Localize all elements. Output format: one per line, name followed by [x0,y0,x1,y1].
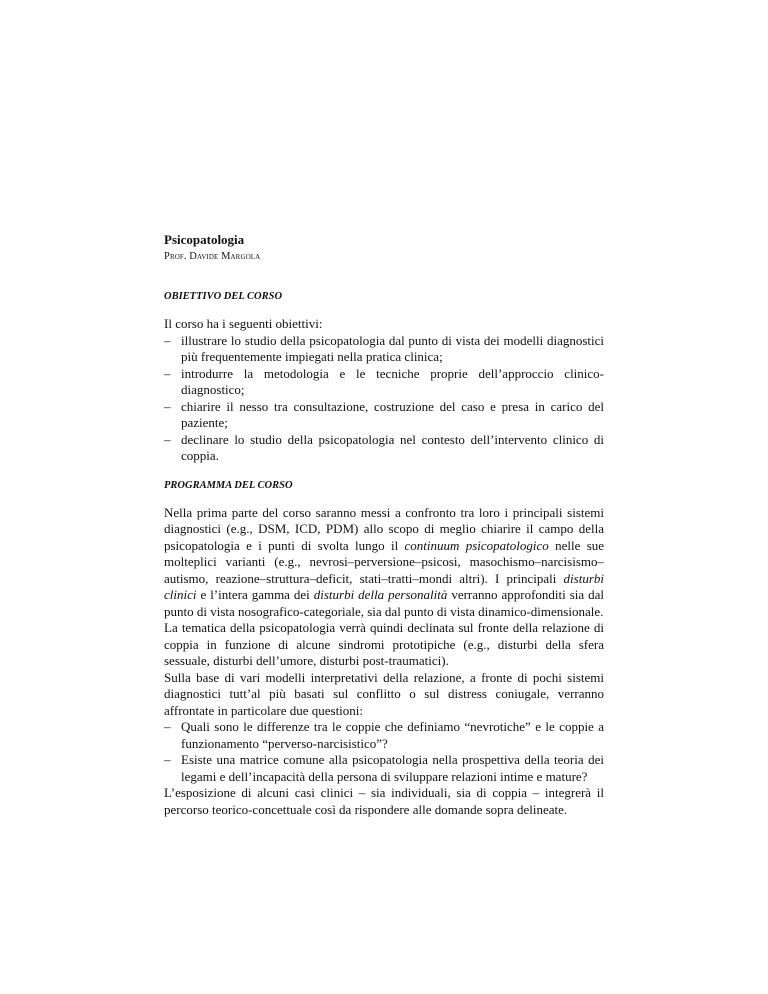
list-item: – Esiste una matrice comune alla psicopatologia nella prospettiva della teoria dei legami e dell’incapacità della persona di sviluppare relazioni intime e mature? [164,752,604,785]
program-paragraph-1: Nella prima parte del corso saranno messi a confronto tra loro i principali sistemi diagnostici (e.g., DSM, ICD, PDM) allo scopo di meglio chiarire il campo della psicopatologia e i punti di svolta lungo il continuum psicopatologico nelle sue molteplici varianti (e.g., nevrosi–perversione–psicosi, masochismo–narcisismo–autismo, reazione–struttura–deficit, stati–tratti–mondi altri). I principali disturbi clinici e l’intera gamma dei disturbi della personalità verranno approfonditi sia dal punto di vista nosografico-categoriale, sia dal punto di vista dinamico-dimensionale. [164,504,605,619]
list-item: – declinare lo studio della psicopatologia nel contesto dell’intervento clinico di coppia. [164,432,604,465]
list-item: – illustrare lo studio della psicopatologia dal punto di vista dei modelli diagnostici più frequentemente impiegati nella pratica clinica; [164,333,604,366]
document-page [164,232,604,818]
list-item: – Quali sono le differenze tra le coppie che definiamo “nevrotiche” e le coppie a funzionamento “perverso-narcisistico”? [164,719,604,752]
list-item: – introdurre la metodologia e le tecniche proprie dell’approccio clinico-diagnostico; [164,366,604,399]
program-paragraph-4: L’esposizione di alcuni casi clinici – sia individuali, sia di coppia – integrerà il percorso teorico-concettuale così da rispondere alle domande sopra delineate. [164,785,604,817]
program-paragraph-3: Sulla base di vari modelli interpretativi della relazione, a fronte di pochi sistemi diagnostici tutt’al più basati sul conflitto o sul distress coniugale, verranno affrontate in particolare due questioni: [164,669,604,718]
objectives-heading: OBIETTIVO DEL CORSO [164,291,283,302]
objectives-list [164,333,604,465]
list-item: – chiarire il nesso tra consultazione, costruzione del caso e presa in carico del paziente; [164,399,604,432]
program-paragraph-2: La tematica della psicopatologia verrà quindi declinata sul fronte della relazione di coppia in funzione di alcune sindromi prototipiche (e.g., disturbi della sfera sessuale, disturbi dell’umore, disturbi post-traumatici). [164,620,604,668]
professor-name: Prof. Davide Margola [164,251,261,262]
objectives-intro: Il corso ha i seguenti obiettivi: [164,316,323,331]
questions-list [164,719,604,785]
course-title: Psicopatologia [164,232,245,247]
program-heading: PROGRAMMA DEL CORSO [164,479,293,491]
